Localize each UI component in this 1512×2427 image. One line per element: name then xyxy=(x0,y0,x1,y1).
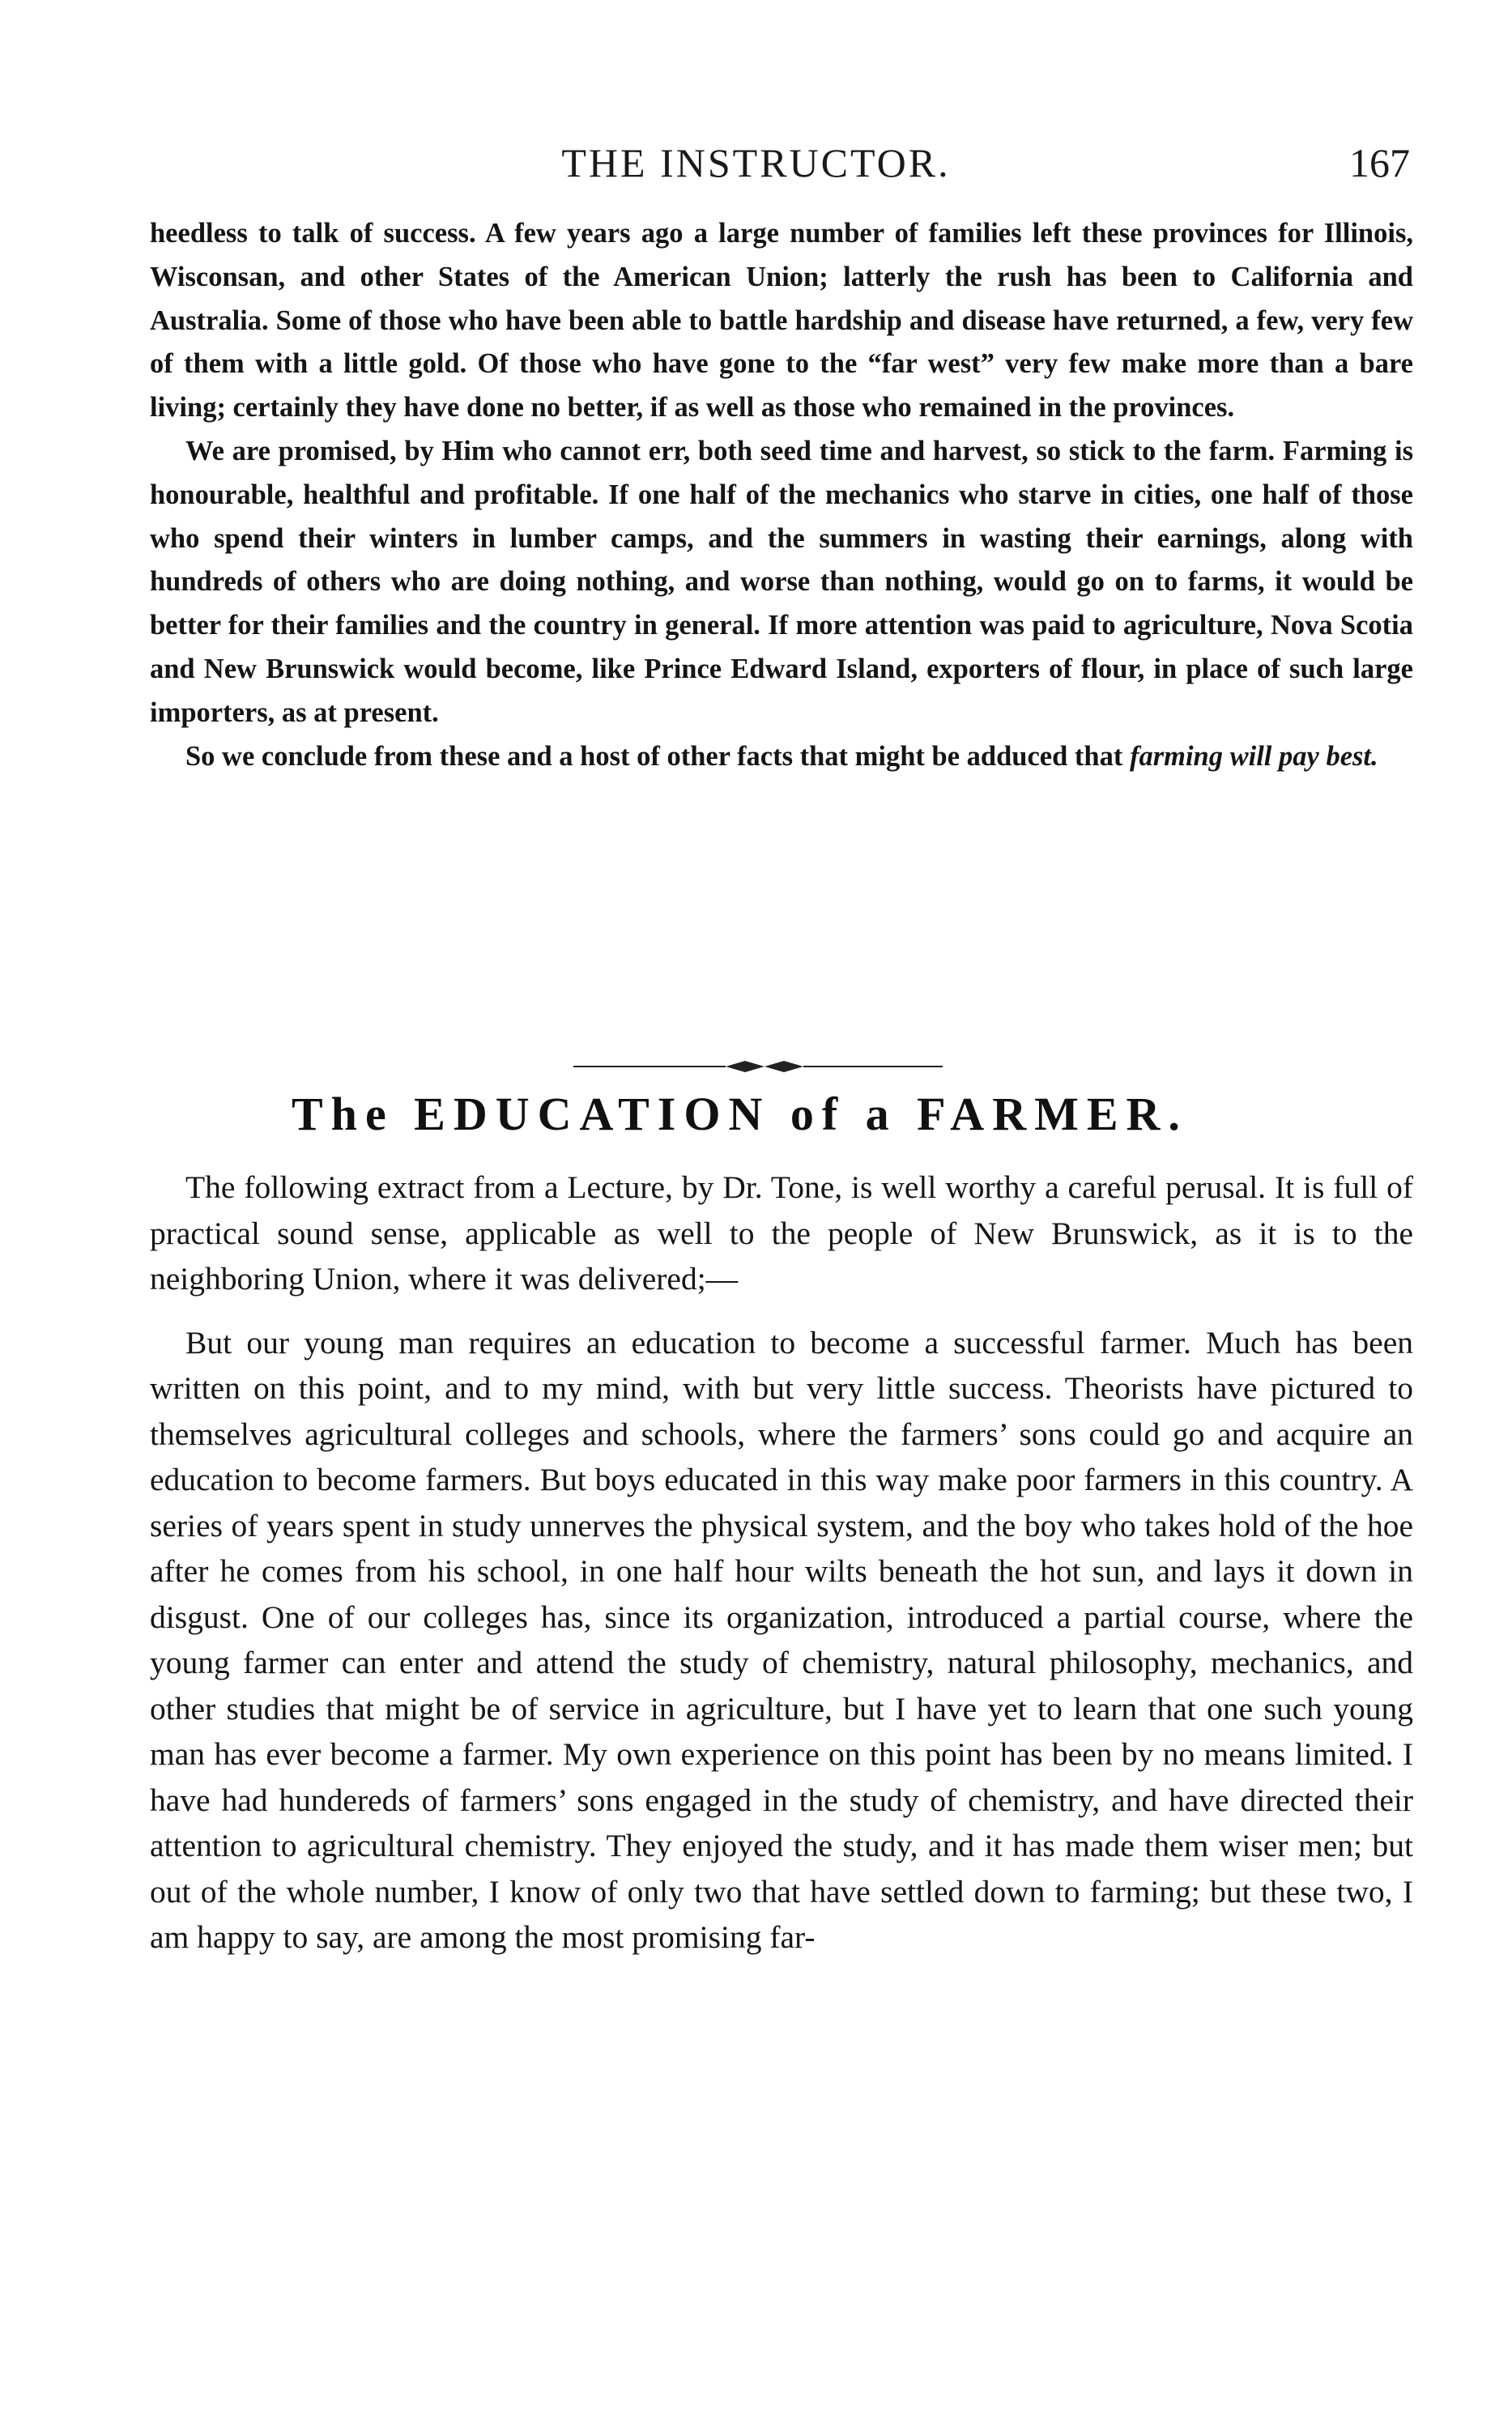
article-title: The EDUCATION of a FARMER. xyxy=(292,1088,1188,1140)
previous-article-text xyxy=(150,212,1413,778)
paragraph: heedless to talk of success. A few years ago a large number of families left these provinces for Illinois, Wisconsan, and other States of the American Union; latterly the rush has been to California and Australia. Some of those who have been able to battle hardship and disease have returned, a few, very few of them with a little gold. Of those who have gone to the “far west” very few make more than a bare living; certainly they have done no better, if as well as those who remained in the provinces. xyxy=(150,218,1413,424)
section-divider-ornament xyxy=(572,1058,944,1075)
article-body xyxy=(150,1165,1413,1961)
paragraph: But our young man requires an education to become a successful farmer. Much has been written on this point, and to my mind, with but very little success. Theorists have pictured to themselves agricultural colleges and schools, where the farmers’ sons could go and acquire an education to become farmers. But boys educated in this way make poor farmers in this country. A series of years spent in study unnerves the physical system, and the boy who takes hold of the hoe after he comes from his school, in one half hour wilts beneath the hot sun, and lays it down in disgust. One of our colleges has, since its organization, introduced a partial course, where the young farmer can enter and attend the study of chemistry, natural philosophy, mechanics, and other studies that might be of service in agriculture, but I have yet to learn that one such young man has ever become a farmer. My own experience on this point has been by no means limited. I have had hundereds of farmers’ sons engaged in the study of chemistry, and have directed their attention to agricultural chemistry. They enjoyed the study, and it has made them wiser men; but out of the whole number, I know of only two that have settled down to farming; but these two, I am happy to say, are among the most promising far- xyxy=(150,1324,1413,1955)
paragraph-text: So we conclude from these and a host of other facts that might be adduced that xyxy=(185,740,1130,772)
emphasis-text: farming will pay best. xyxy=(1129,740,1378,772)
paragraph: We are promised, by Him who cannot err, both seed time and harvest, so stick to the farm. Farming is honourable, healthful and profitable. If one half of the mechanics who starve in cities, one half of those who spend their winters in lumber camps, and the summers in wasting their earnings, along with hundreds of others who are doing nothing, and worse than nothing, would go on to farms, it would be better for their families and the country in general. If more attention was paid to agriculture, Nova Scotia and New Brunswick would become, like Prince Edward Island, exporters of flour, in place of such large importers, as at present. xyxy=(150,435,1413,728)
page-number: 167 xyxy=(1349,140,1410,185)
paragraph: The following extract from a Lecture, by Dr. Tone, is well worthy a careful perusal. It is full of practical sound sense, applicable as well to the people of New Brunswick, as it is to the neighboring Union, where it was delivered;— xyxy=(150,1169,1413,1297)
paragraph xyxy=(150,735,1413,779)
running-title: THE INSTRUCTOR. xyxy=(561,140,951,185)
